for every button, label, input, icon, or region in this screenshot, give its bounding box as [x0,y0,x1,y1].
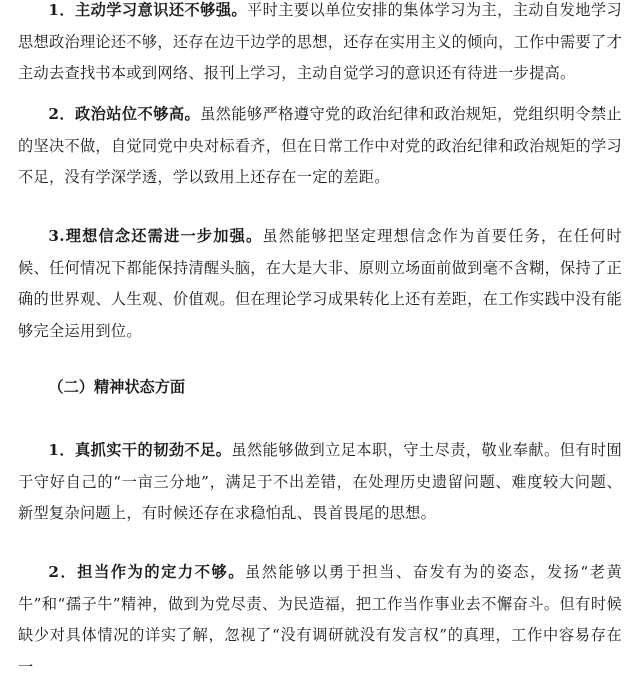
paragraph-body: 虽然能够以勇于担当、奋发有为的姿态，发扬“老黄牛”和“孺子牛”精神，做到为党尽责、为民造福，把工作当作事业去不懈奋斗。但有时候缺少对具体情况的详实了解，忽视了“没有调研就没有发言权”的真理，工作中容易存在一 [18,563,623,676]
paragraph-political-stance [18,99,622,194]
paragraph-heading: 2．政治站位不够高。 [48,105,201,123]
paragraph-study-awareness [18,0,622,90]
paragraph-body: 虽然能够把坚定理想信念作为首要任务，在任何时候、任何情况下都能保持清醒头脑，在大是大非、原则立场面前做到毫不含糊，保持了正确的世界观、人生观、价值观。但在理论学习成果转化上还有差距，在工作实践中没有能够完全运用到位。 [18,227,623,340]
paragraph-body: 虽然能够严格遵守党的政治纪律和政治规矩，党组织明令禁止的坚决不做，自觉同党中央对标看齐，但在日常工作中对党的政治纪律和政治规矩的学习不足，没有学深学透，学以致用上还存在一定的差距。 [18,105,623,186]
paragraph-heading: 2．担当作为的定力不够。 [48,563,246,581]
paragraph-heading: 1．真抓实干的韧劲不足。 [48,441,232,459]
paragraph-responsibility [18,557,622,683]
paragraph-ideals-beliefs [18,221,622,347]
section-title: （二）精神状态方面 [48,378,186,396]
paragraph-hard-work [18,435,622,530]
paragraph-body: 虽然能够做到立足本职，守土尽责，敬业奉献。但有时囿于守好自己的“一亩三分地”，满足于不出差错，在处理历史遗留问题、难度较大问题、新型复杂问题上，有时候还存在求稳怕乱、畏首畏尾的思想。 [18,441,623,522]
paragraph-heading: 3.理想信念还需进一步加强。 [48,227,263,245]
paragraph-heading: 1．主动学习意识还不够强。 [48,1,247,19]
paragraph-body: 平时主要以单位安排的集体学习为主，主动自发地学习思想政治理论还不够，还存在边干边学的思想，还存在实用主义的倾向，工作中需要了才主动去查找书本或到网络、报刊上学习，主动自觉学习的意识还有待进一步提高。 [18,1,623,82]
